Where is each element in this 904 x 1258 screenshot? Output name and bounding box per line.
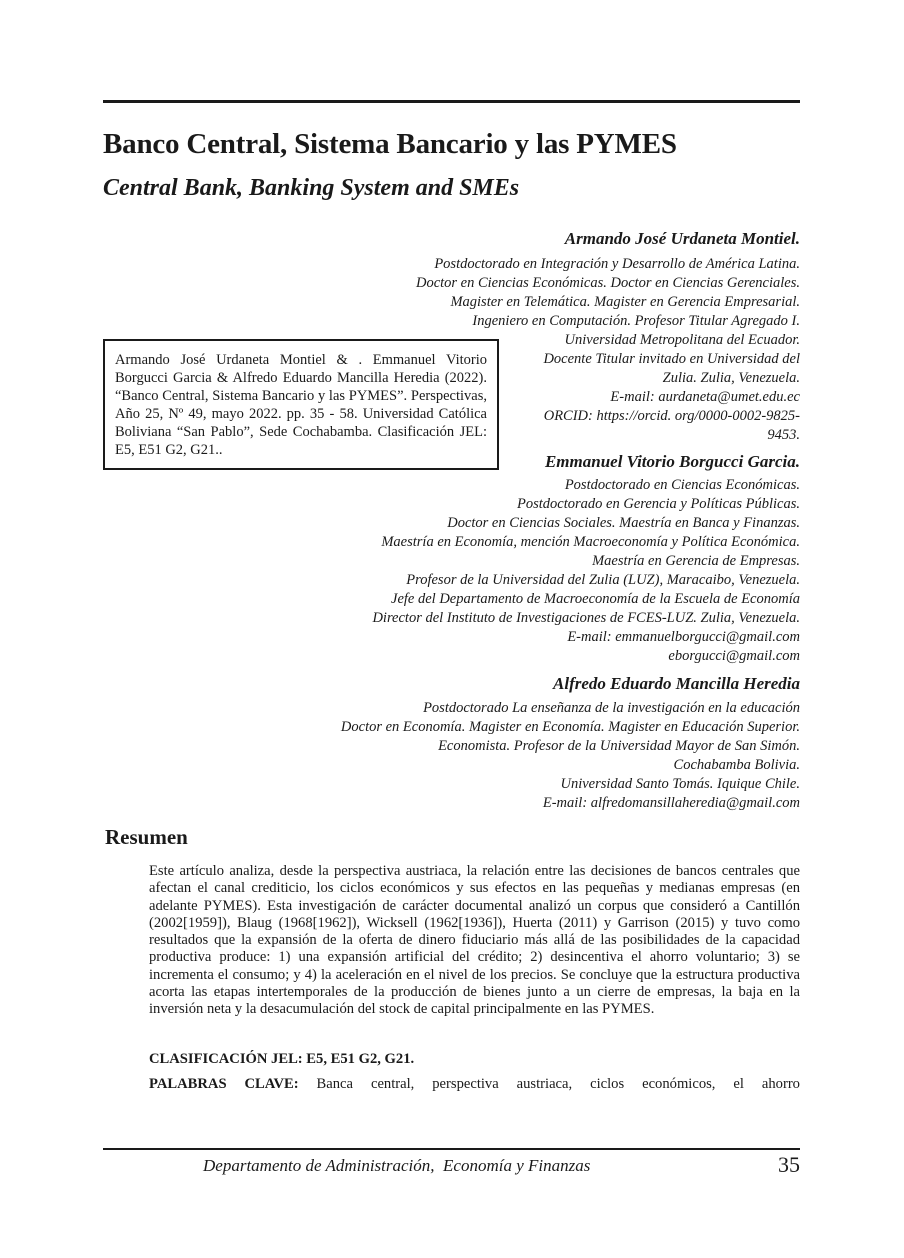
affiliation-line: Doctor en Economía. Magister en Economía. Magister en Educación Superior. (340, 719, 800, 735)
keywords (149, 1076, 800, 1093)
resumen-heading: Resumen (105, 825, 188, 849)
affiliation-line: Magister en Telemática. Magister en Gerencia Empresarial. (450, 294, 800, 310)
affiliation-line: 9453. (767, 427, 800, 443)
affiliation-line: Postdoctorado en Gerencia y Políticas Públicas. (517, 496, 800, 512)
affiliation-line: Doctor en Ciencias Sociales. Maestría en Banca y Finanzas. (447, 515, 800, 531)
article-subtitle: Central Bank, Banking System and SMEs (103, 175, 520, 201)
abstract-body: Este artículo analiza, desde la perspectiva austriaca, la relación entre las decisiones de bancos centrales que afectan el canal crediticio, los ciclos económicos y sus efectos en las pequeñas y medianas empresas (en adelante PYMES). Esta investigación de carácter documental analizó un corpus que consideró a Cantillón (2002[1959]), Blaug (1968[1962]), Wicksell (1962[1936]), Huerta (2011) y Garrison (2015) y tuvo como resultados que la expansión de la oferta de dinero fiduciario más allá de las posibilidades de la capacidad productiva produce: 1) una expansión artificial del crédito; 2) desincentiva el ahorro voluntario; 3) se incrementa el consumo; y 4) la aceleración en el nivel de los precios. Se concluye que la estructura productiva acorta las etapas intertemporales de la producción de bienes junto a un cierre de empresas, la baja en la inversión neta y la desacumulación del stock de capital principalmente en las PYMES. (149, 863, 800, 1018)
affiliation-line: Postdoctorado en Ciencias Económicas. (564, 477, 800, 493)
affiliation-line: Cochabamba Bolivia. (673, 757, 800, 773)
affiliation-line: eborgucci@gmail.com (668, 648, 800, 664)
author-affiliations-3 (341, 699, 800, 813)
author-name-3: Alfredo Eduardo Mancilla Heredia (553, 674, 800, 693)
affiliation-line: Postdoctorado en Integración y Desarrollo de América Latina. (434, 256, 800, 272)
affiliation-line: Ingeniero en Computación. Profesor Titular Agregado I. (472, 313, 800, 329)
affiliation-line: Docente Titular invitado en Universidad del (543, 351, 800, 367)
keywords-text: Banca central, perspectiva austriaca, ciclos económicos, el ahorro (316, 1076, 800, 1092)
affiliation-line: Profesor de la Universidad del Zulia (LUZ), Maracaibo, Venezuela. (406, 572, 800, 588)
jel-classification: CLASIFICACIÓN JEL: E5, E51 G2, G21. (149, 1051, 415, 1067)
affiliation-line: Maestría en Economía, mención Macroeconomía y Política Económica. (381, 534, 800, 550)
footer-department: Departamento de Administración, Economía y Finanzas (203, 1156, 591, 1175)
affiliation-line: E-mail: aurdaneta@umet.edu.ec (610, 389, 800, 405)
author-affiliations-2 (372, 476, 800, 666)
affiliation-line: Economista. Profesor de la Universidad Mayor de San Simón. (438, 738, 800, 754)
page-number: 35 (778, 1152, 800, 1177)
affiliation-line: Jefe del Departamento de Macroeconomía de la Escuela de Economía (391, 591, 800, 607)
bottom-rule (103, 1148, 800, 1150)
affiliation-line: E-mail: alfredomansillaheredia@gmail.com (542, 795, 800, 811)
affiliation-line: Universidad Santo Tomás. Iquique Chile. (560, 776, 800, 792)
affiliation-line: Postdoctorado La enseñanza de la investigación en la educación (423, 700, 800, 716)
affiliation-line: Director del Instituto de Investigaciones de FCES-LUZ. Zulia, Venezuela. (372, 610, 800, 626)
keywords-label: PALABRAS CLAVE: (149, 1076, 299, 1092)
affiliation-line: Maestría en Gerencia de Empresas. (592, 553, 800, 569)
author-name-2: Emmanuel Vitorio Borgucci Garcia. (544, 452, 800, 471)
affiliation-line: ORCID: https://orcid. org/0000-0002-9825- (543, 408, 800, 424)
citation-box: Armando José Urdaneta Montiel & . Emmanuel Vitorio Borgucci Garcia & Alfredo Eduardo Mancilla Heredia (2022). “Banco Central, Sistema Bancario y las PYMES”. Perspectivas, Año 25, Nº 49, mayo 2022. pp. 35 - 58. Universidad Católica Boliviana “San Pablo”, Sede Cochabamba. Clasificación JEL: E5, E51 G2, G21.. (103, 339, 499, 470)
article-title: Banco Central, Sistema Bancario y las PYMES (103, 128, 677, 160)
author-name-1: Armando José Urdaneta Montiel. (564, 229, 800, 248)
affiliation-line: Zulia. Zulia, Venezuela. (662, 370, 800, 386)
affiliation-line: E-mail: emmanuelborgucci@gmail.com (567, 629, 800, 645)
affiliation-line: Doctor en Ciencias Económicas. Doctor en Ciencias Gerenciales. (415, 275, 800, 291)
top-rule (103, 100, 800, 103)
affiliation-line: Universidad Metropolitana del Ecuador. (564, 332, 800, 348)
